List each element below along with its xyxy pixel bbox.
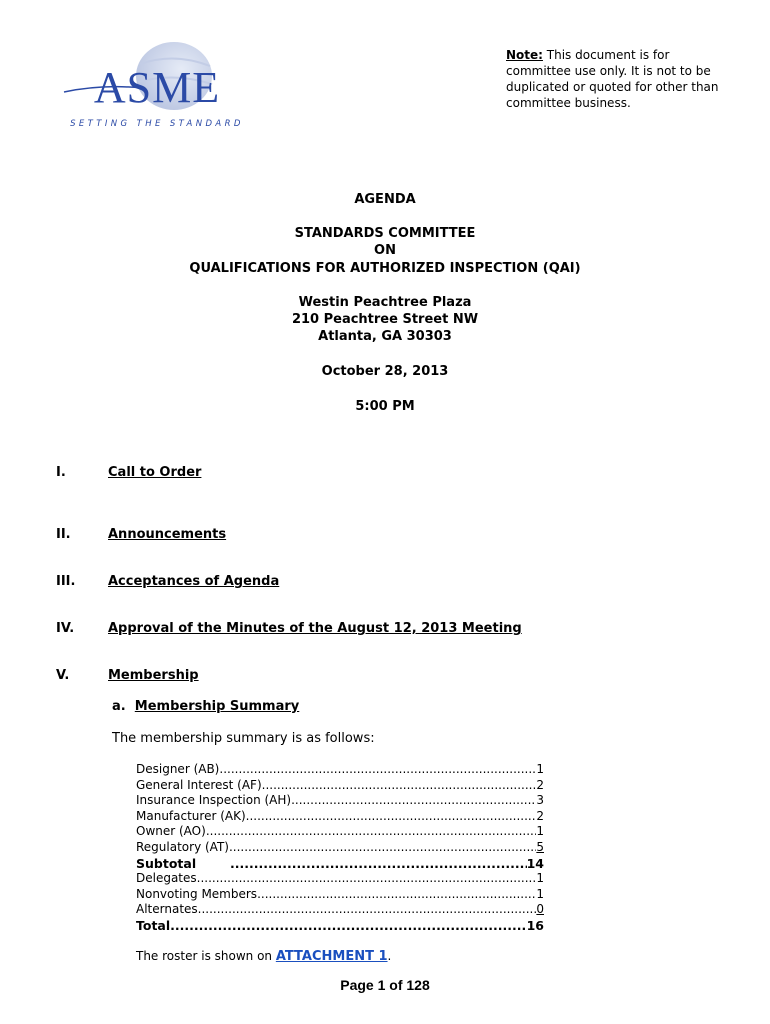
membership-table (136, 762, 544, 934)
table-row (136, 887, 544, 903)
asme-logo (62, 42, 252, 132)
roster-text: The roster is shown on (136, 949, 276, 963)
row-value: 1 (536, 762, 544, 776)
venue-street: 210 Peachtree Street NW (291, 312, 479, 327)
row-value: 1 (536, 824, 544, 839)
committee-line-3: QUALIFICATIONS FOR AUTHORIZED INSPECTION (QAI) (189, 261, 581, 276)
attachment-link[interactable]: ATTACHMENT 1 (275, 949, 388, 964)
section-title[interactable]: Membership (108, 668, 199, 683)
table-row (136, 809, 544, 825)
row-label: Alternates (136, 902, 198, 917)
section-title[interactable]: Approval of the Minutes of the August 12, 2013 Meeting (108, 621, 522, 636)
row-label: Nonvoting Members (136, 886, 258, 901)
table-row (136, 871, 544, 887)
agenda-title: AGENDA (354, 192, 416, 207)
subsection-letter: a. (112, 699, 126, 714)
committee-note (506, 47, 736, 111)
section-number: III. (56, 574, 76, 589)
section-title[interactable]: Acceptances of Agenda (108, 574, 280, 589)
row-label: Insurance Inspection (AH) (136, 793, 292, 808)
page-number: Page 1 of 128 (340, 977, 430, 993)
row-label: Subtotal (136, 855, 197, 871)
row-label: Designer (AB) (136, 762, 220, 776)
roster-line (136, 949, 391, 964)
row-value: 1 (536, 886, 544, 901)
row-value: 2 (536, 777, 544, 792)
committee-line-2: ON (374, 243, 396, 258)
svg-text:ASME: ASME (93, 63, 221, 112)
membership-intro: The membership summary is as follows: (112, 731, 375, 746)
section-number: II. (56, 527, 71, 542)
row-value: 2 (536, 808, 544, 823)
table-row (136, 840, 544, 856)
table-row (136, 762, 544, 778)
table-row (136, 778, 544, 794)
row-value: 16 (526, 917, 544, 933)
section-title[interactable]: Announcements (108, 527, 227, 542)
row-label: General Interest (AF) (136, 777, 262, 792)
row-label: Owner (AO) (136, 824, 206, 839)
note-label: Note: (506, 48, 543, 62)
subsection-heading (112, 699, 299, 714)
table-row (136, 793, 544, 809)
row-label: Regulatory (AT) (136, 839, 229, 854)
section-number: IV. (56, 621, 75, 636)
row-value: 0 (536, 902, 544, 917)
meeting-date: October 28, 2013 (321, 364, 449, 379)
table-row (136, 902, 544, 918)
row-label: Manufacturer (AK) (136, 808, 246, 823)
section-title[interactable]: Call to Order (108, 465, 202, 480)
table-row-total (136, 918, 544, 934)
meeting-time: 5:00 PM (355, 399, 415, 414)
venue-city: Atlanta, GA 30303 (318, 329, 452, 344)
row-value: 5 (536, 839, 544, 854)
row-label: Total (136, 917, 171, 933)
row-value: 14 (526, 855, 544, 871)
row-label: Delegates (136, 871, 197, 886)
section-number: I. (56, 465, 66, 480)
logo-tagline: SETTING THE STANDARD (70, 119, 244, 129)
committee-line-1: STANDARDS COMMITTEE (294, 226, 476, 241)
section-number: V. (56, 668, 70, 683)
note-text: This document is for committee use only. It is not to be duplicated or quoted for other than committee business. (506, 48, 719, 110)
table-row (136, 824, 544, 840)
row-value: 3 (536, 793, 544, 808)
row-value: 1 (536, 871, 544, 886)
roster-end: . (387, 949, 392, 963)
table-row-subtotal (136, 856, 544, 872)
subsection-title[interactable]: Membership Summary (134, 699, 300, 714)
venue-name: Westin Peachtree Plaza (298, 295, 472, 310)
